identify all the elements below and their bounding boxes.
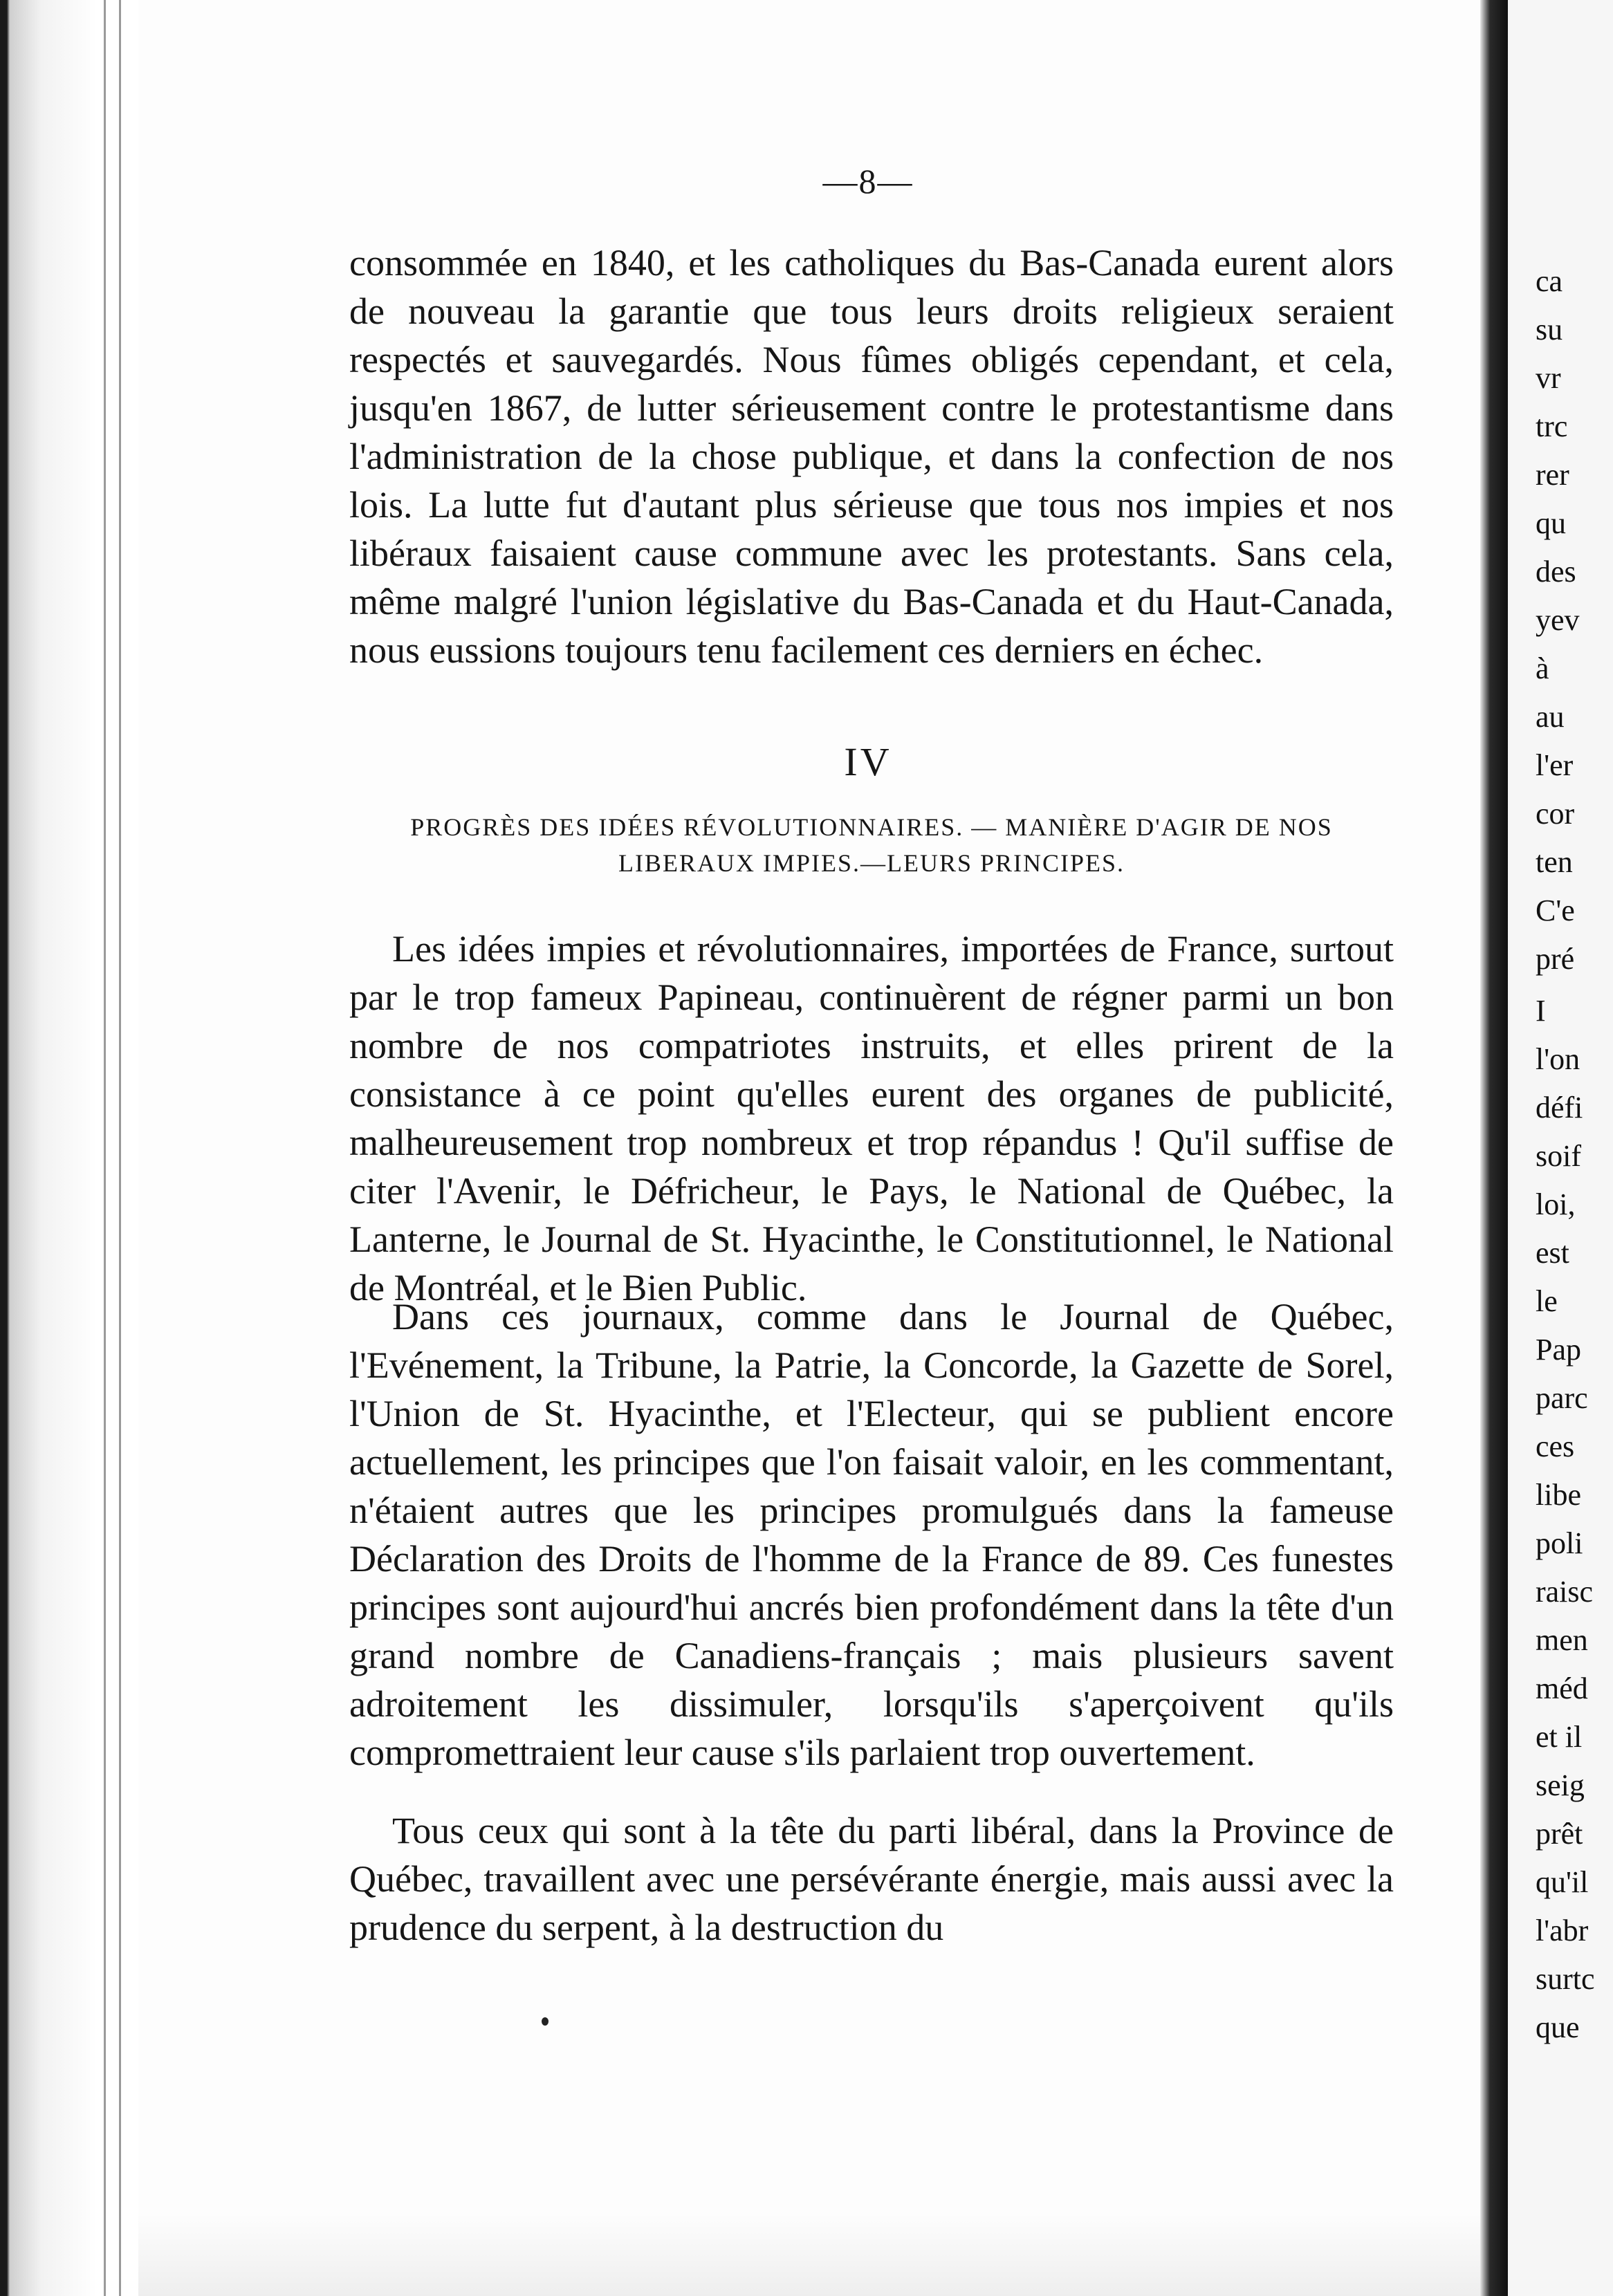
paragraph: Tous ceux qui sont à la tête du parti libéral, dans la Province de Québec, travaillent avec une persévérante énergie, mais aussi avec la prudence du serpent, à la destruction du — [349, 1810, 1394, 1948]
facing-page — [1508, 0, 1613, 2296]
facing-line: est — [1536, 1236, 1569, 1270]
facing-line: pré — [1536, 942, 1575, 976]
paragraph: Dans ces journaux, comme dans le Journal de Québec, l'Evénement, la Tribune, la Patrie, la Concorde, la Gazette de Sorel, l'Union de St. Hyacinthe, et l'Electeur, qui se publient encore actuellement, les principes que l'on faisait valoir, en les commentant, n'étaient autres que les principes promulgués dans la fameuse Déclaration des Droits de l'homme de la France de 89. Ces funestes principes sont aujourd'hui ancrés bien profondément dans la tête d'un grand nombre de Canadiens-français ; mais plusieurs savent adroitement les dissimuler, lorsqu'ils s'aperçoivent qu'ils compromettraient leur cause s'ils parlaient trop ouvertement. — [349, 1296, 1394, 1773]
page-number: —8— — [822, 162, 914, 201]
facing-line: qu'il — [1536, 1865, 1589, 1899]
facing-line: raisc — [1536, 1575, 1594, 1609]
facing-line: men — [1536, 1623, 1588, 1657]
facing-line: au — [1536, 700, 1565, 734]
facing-line: surtc — [1536, 1962, 1595, 1996]
facing-line: trc — [1536, 409, 1568, 443]
facing-line: l'er — [1536, 748, 1574, 782]
facing-line: ca — [1536, 264, 1563, 298]
facing-line: le — [1536, 1284, 1558, 1318]
section-number: IV — [844, 739, 892, 784]
ink-speck — [542, 2017, 549, 2026]
gutter-line — [104, 0, 106, 2296]
facing-line: Pap — [1536, 1333, 1581, 1367]
facing-line: que — [1536, 2010, 1580, 2044]
facing-line: C'e — [1536, 894, 1575, 927]
facing-line: ten — [1536, 845, 1573, 879]
facing-line: l'abr — [1536, 1914, 1589, 1947]
facing-line: loi, — [1536, 1187, 1576, 1221]
paragraph: consommée en 1840, et les catholiques du Bas-Canada eurent alors de nouveau la garantie que tous leurs droits religieux seraient respectés et sauvegardés. Nous fûmes obligés cependant, et cela, jusqu'en 1867, de lutter sérieusement contre le protestantisme dans l'administration de la chose publique, et dans la confection de nos lois. La lutte fut d'autant plus sérieuse que tous nos impies et nos libéraux faisaient cause commune avec les protestants. Sans cela, même malgré l'union législative du Bas-Canada et du Haut-Canada, nous eussions toujours tenu facilement ces derniers en échec. — [349, 242, 1394, 671]
facing-line: cor — [1536, 797, 1575, 831]
gutter-line — [119, 0, 121, 2296]
facing-line: des — [1536, 555, 1576, 589]
facing-line: et il — [1536, 1720, 1583, 1754]
facing-line: vr — [1536, 361, 1561, 395]
binding-gutter — [0, 0, 138, 2296]
facing-line: à — [1536, 651, 1549, 685]
facing-line: prêt — [1536, 1817, 1583, 1851]
facing-line: su — [1536, 313, 1563, 346]
facing-line: poli — [1536, 1526, 1583, 1560]
paragraph: Les idées impies et révolutionnaires, importées de France, surtout par le trop fameux Papineau, continuèrent de régner parmi un bon nombre de nos compatriotes instruits, et elles prirent de la consistance à ce point qu'elles eurent des organes de publicité, malheureusement trop nombreux et trop répandus ! Qu'il suffise de citer l'Avenir, le Défricheur, le Pays, le National de Québec, la Lanterne, le Journal de St. Hyacinthe, le Constitutionnel, le National de Montréal, et le Bien Public. — [349, 928, 1394, 1308]
facing-line: I — [1536, 994, 1546, 1028]
facing-line: défi — [1536, 1091, 1583, 1124]
facing-line: ces — [1536, 1429, 1575, 1463]
facing-line: méd — [1536, 1672, 1588, 1705]
facing-line: l'on — [1536, 1042, 1580, 1076]
facing-line: soif — [1536, 1139, 1581, 1173]
facing-line: qu — [1536, 506, 1566, 540]
facing-line: seig — [1536, 1768, 1585, 1802]
page-edge — [1480, 0, 1508, 2296]
facing-line: yev — [1536, 603, 1580, 637]
facing-line: parc — [1536, 1381, 1588, 1415]
facing-line: rer — [1536, 458, 1569, 492]
section-title: PROGRÈS DES IDÉES RÉVOLUTIONNAIRES. — MANIÈRE D'AGIR DE NOS LIBERAUX IMPIES.—LEURS PRINCIPES. — [410, 813, 1333, 877]
page-shadow — [138, 2213, 1487, 2296]
facing-line: libe — [1536, 1478, 1581, 1512]
